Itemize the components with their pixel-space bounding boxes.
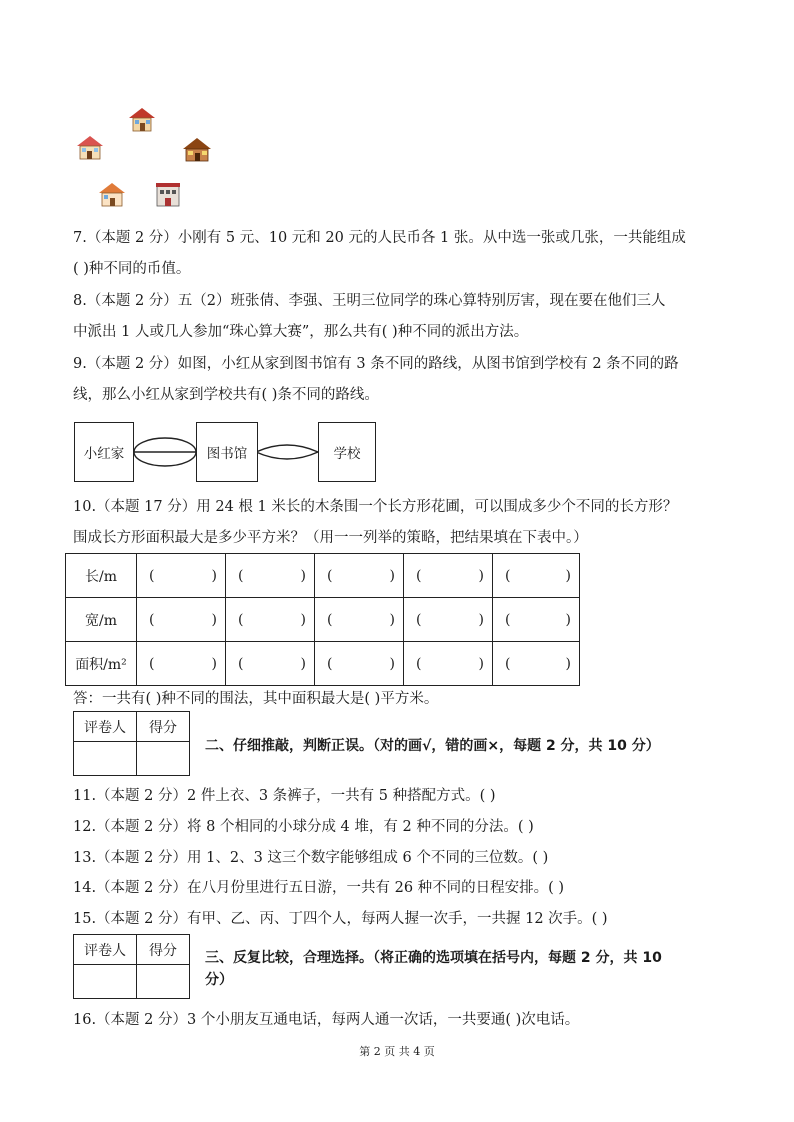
house-icon bbox=[127, 106, 157, 132]
question-13: 13.（本题 2 分）用 1、2、3 这三个数字能够组成 6 个不同的三位数。( ) bbox=[73, 850, 549, 866]
length-label: 长/m bbox=[66, 554, 137, 598]
library-box bbox=[196, 422, 258, 482]
grader-label: 评卷人 bbox=[74, 712, 137, 742]
section-2-grader-box bbox=[73, 711, 190, 776]
width-label: 宽/m bbox=[66, 598, 137, 642]
answer-cell[interactable]: ( ) bbox=[493, 642, 580, 686]
answer-cell[interactable]: ( ) bbox=[315, 642, 404, 686]
length-row bbox=[66, 554, 580, 598]
answer-cell[interactable]: ( ) bbox=[493, 554, 580, 598]
grader-label: 评卷人 bbox=[74, 935, 137, 965]
question-10-line-2: 围成长方形面积最大是多少平方米？（用一一列举的策略，把结果填在下表中。） bbox=[73, 530, 588, 546]
question-15: 15.（本题 2 分）有甲、乙、丙、丁四个人，每两人握一次手，一共握 12 次手。( ) bbox=[73, 911, 608, 927]
page-footer: 第 2 页 共 4 页 bbox=[359, 1045, 435, 1058]
question-11: 11.（本题 2 分）2 件上衣、3 条裤子，一共有 5 种搭配方式。( ) bbox=[73, 788, 496, 804]
answer-cell[interactable]: ( ) bbox=[315, 554, 404, 598]
question-12: 12.（本题 2 分）将 8 个相同的小球分成 4 堆，有 2 种不同的分法。( ) bbox=[73, 819, 534, 835]
home-box bbox=[74, 422, 134, 482]
answer-cell[interactable]: ( ) bbox=[137, 642, 226, 686]
question-8-line-1: 8.（本题 2 分）五（2）班张倩、李强、王明三位同学的珠心算特别厉害，现在要在他们三人 bbox=[73, 293, 666, 309]
house-icon bbox=[76, 134, 106, 160]
grader-field[interactable] bbox=[74, 742, 137, 776]
house-icon bbox=[153, 181, 183, 207]
house-icon bbox=[97, 181, 127, 207]
answer-cell[interactable]: ( ) bbox=[404, 554, 493, 598]
question-14: 14.（本题 2 分）在八月份里进行五日游，一共有 26 种不同的日程安排。( ) bbox=[73, 880, 565, 896]
section-3-title-line-2: 分） bbox=[205, 972, 233, 988]
width-row bbox=[66, 598, 580, 642]
answer-cell[interactable]: ( ) bbox=[137, 598, 226, 642]
answer-cell[interactable]: ( ) bbox=[137, 554, 226, 598]
answer-cell[interactable]: ( ) bbox=[315, 598, 404, 642]
score-field[interactable] bbox=[137, 965, 190, 999]
home-label: 小红家 bbox=[83, 446, 125, 462]
score-label: 得分 bbox=[137, 712, 190, 742]
question-9-line-2: 线，那么小红从家到学校共有( )条不同的路线。 bbox=[73, 387, 379, 403]
answer-cell[interactable]: ( ) bbox=[493, 598, 580, 642]
question-9-line-1: 9.（本题 2 分）如图，小红从家到图书馆有 3 条不同的路线，从图书馆到学校有 2 条不同的路 bbox=[73, 356, 679, 372]
area-label: 面积/m² bbox=[66, 642, 137, 686]
house-icon bbox=[182, 136, 212, 162]
score-field[interactable] bbox=[137, 742, 190, 776]
question-16: 16.（本题 2 分）3 个小朋友互通电话，每两人通一次话，一共要通( )次电话。 bbox=[73, 1012, 580, 1028]
library-label: 图书馆 bbox=[206, 446, 248, 462]
answer-cell[interactable]: ( ) bbox=[226, 598, 315, 642]
score-label: 得分 bbox=[137, 935, 190, 965]
school-box bbox=[318, 422, 376, 482]
section-3-title-line-1: 三、反复比较，合理选择。（将正确的选项填在括号内，每题 2 分，共 10 bbox=[205, 950, 662, 966]
section-2-title: 二、仔细推敲，判断正误。（对的画√，错的画×，每题 2 分，共 10 分） bbox=[205, 738, 660, 754]
school-label: 学校 bbox=[333, 446, 361, 462]
question-8-line-2: 中派出 1 人或几人参加“珠心算大赛”，那么共有( )种不同的派出方法。 bbox=[73, 324, 529, 340]
grader-field[interactable] bbox=[74, 965, 137, 999]
question-10-answer: 答：一共有( )种不同的围法，其中面积最大是( )平方米。 bbox=[73, 691, 439, 707]
answer-cell[interactable]: ( ) bbox=[226, 642, 315, 686]
rectangle-table bbox=[65, 553, 580, 686]
answer-cell[interactable]: ( ) bbox=[226, 554, 315, 598]
section-3-grader-box bbox=[73, 934, 190, 999]
area-row bbox=[66, 642, 580, 686]
answer-cell[interactable]: ( ) bbox=[404, 642, 493, 686]
question-7-line-2: ( )种不同的币值。 bbox=[73, 261, 191, 277]
answer-cell[interactable]: ( ) bbox=[404, 598, 493, 642]
question-10-line-1: 10.（本题 17 分）用 24 根 1 米长的木条围一个长方形花圃，可以围成多少个不同的长方形？ bbox=[73, 499, 678, 515]
question-7-line-1: 7.（本题 2 分）小刚有 5 元、10 元和 20 元的人民币各 1 张。从中选一张或几张，一共能组成 bbox=[73, 230, 686, 246]
